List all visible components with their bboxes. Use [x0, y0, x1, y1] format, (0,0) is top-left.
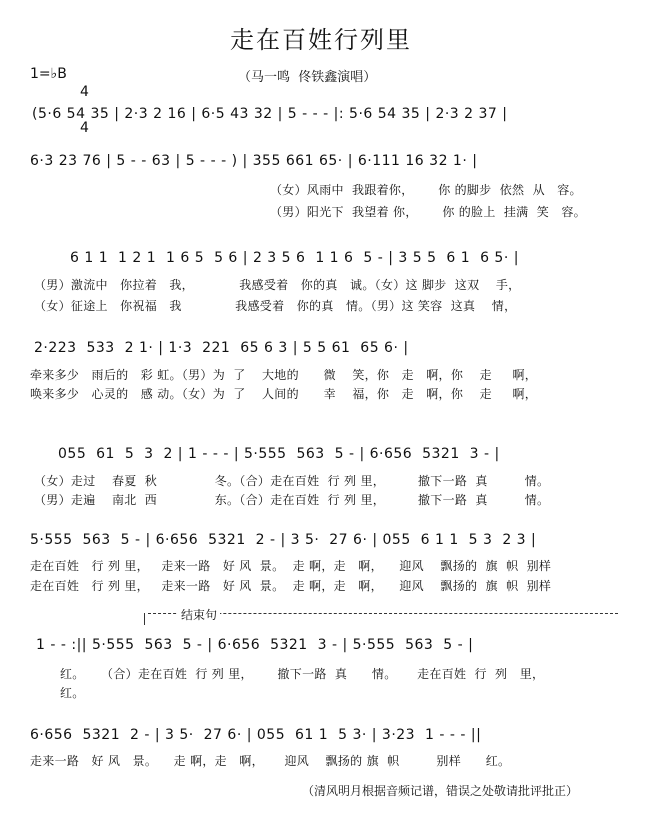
time-bottom: 4	[80, 120, 89, 136]
notation-line: (5·6 54 35 | 2·3 2 16 | 6·5 43 32 | 5 - - - |: 5·6 54 35 | 2·3 2 37 |	[32, 106, 508, 122]
notation-line: 6 1 1 1 2 1 1 6 5 5 6 | 2 3 5 6 1 1 6 5 - | 3 5 5 6 1 6 5· |	[70, 250, 519, 266]
notation-line: 5·555 563 5 - | 6·656 5321 2 - | 3 5· 27 6· | 055 6 1 1 5 3 2 3 |	[30, 532, 537, 548]
performer-credits: （马一鸣 佟铁鑫演唱）	[238, 70, 377, 85]
song-title: 走在百姓行列里	[230, 26, 412, 54]
lyric-line: （女）风雨中 我跟着你， 你 的脚步 依然 从 容。	[270, 183, 582, 197]
lyric-line: （女）征途上 你祝福 我 我感受着 你的真 情。（男）这 笑容 这真 情，	[34, 299, 517, 313]
lyric-line: 牵来多少 雨后的 彩 虹。（男）为 了 大地的 微 笑，你 走 啊，你 走 啊，	[30, 368, 538, 382]
transcriber-note: （清风明月根据音频记谱，错误之处敬请批评批正）	[302, 784, 579, 798]
notation-line: 1 - - :|| 5·555 563 5 - | 6·656 5321 3 - | 5·555 563 5 - |	[36, 637, 474, 653]
notation-line: 6·656 5321 2 - | 3 5· 27 6· | 055 61 1 5 3· | 3·23 1 - - - ||	[30, 727, 482, 743]
time-top: 4	[80, 84, 89, 100]
time-signature	[80, 62, 89, 146]
notation-line: 055 61 5 3 2 | 1 - - - | 5·555 563 5 - | 6·656 5321 3 - |	[58, 446, 500, 462]
lyric-line: 走在百姓 行 列 里， 走来一路 好 风 景。 走 啊，走 啊， 迎风 飘扬的 旗 帜 别样	[30, 559, 552, 573]
lyric-line: （男）激流中 你拉着 我， 我感受着 你的真 诚。（女）这 脚步 这双 手，	[34, 278, 521, 292]
notation-line: 2·223 533 2 1· | 1·3 221 65 6 3 | 5 5 61 65 6· |	[34, 340, 409, 356]
lyric-line: 唤来多少 心灵的 感 动。（女）为 了 人间的 幸 福，你 走 啊，你 走 啊，	[30, 387, 538, 401]
lyric-line: 走在百姓 行 列 里， 走来一路 好 风 景。 走 啊，走 啊， 迎风 飘扬的 旗 帜 别样	[30, 579, 552, 593]
lyric-line: （女）走过 春夏 秋 冬。（合）走在百姓 行 列 里， 撤下一路 真 情。	[34, 474, 550, 488]
lyric-line: 走来一路 好 风 景。 走 啊，走 啊， 迎风 飘扬的 旗 帜 别样 红。	[30, 754, 511, 768]
ending-bracket-start	[144, 613, 145, 625]
lyric-line: （男）走遍 南北 西 东。（合）走在百姓 行 列 里， 撤下一路 真 情。	[34, 493, 550, 507]
ending-label: 结束句	[178, 606, 220, 623]
key-signature: 1=♭B	[30, 66, 67, 82]
notation-line: 6·3 23 76 | 5 - - 63 | 5 - - - ) | 355 661 65· | 6·111 16 32 1· |	[30, 153, 478, 169]
lyric-line: 红。	[60, 686, 85, 700]
lyric-line: 红。 （合）走在百姓 行 列 里， 撤下一路 真 情。 走在百姓 行 列 里，	[60, 667, 545, 681]
lyric-line: （男）阳光下 我望着 你， 你 的脸上 挂满 笑 容。	[270, 205, 586, 219]
